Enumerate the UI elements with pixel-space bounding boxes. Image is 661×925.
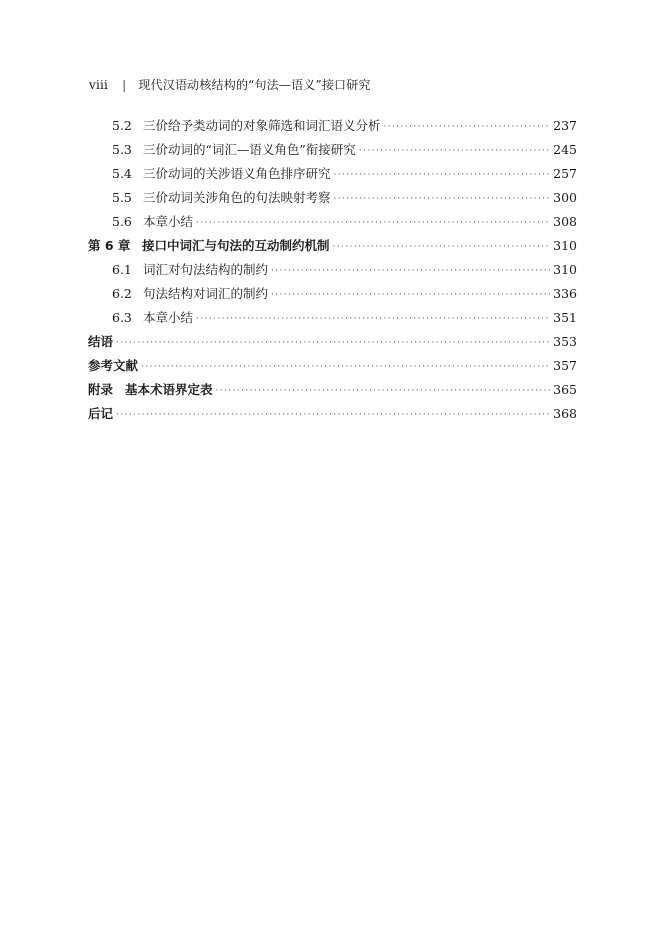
toc-leader-dots	[141, 358, 550, 376]
toc-backmatter-entry[interactable]	[88, 381, 577, 399]
toc-entry-page: 365	[553, 382, 577, 397]
toc-entry-page: 336	[553, 286, 577, 301]
toc-entry[interactable]	[112, 309, 577, 327]
toc-entry-number: 6.2	[112, 286, 132, 301]
toc-entry-page: 310	[553, 238, 577, 253]
toc-entry[interactable]	[112, 285, 577, 303]
toc-entry-page: 310	[553, 262, 577, 277]
toc-entry-number: 5.3	[112, 142, 132, 157]
toc-entry-title: 结语	[88, 334, 114, 349]
toc-leader-dots	[333, 238, 551, 256]
toc-chapter-entry[interactable]	[88, 237, 577, 255]
toc-backmatter-entry[interactable]	[88, 405, 577, 423]
toc-entry-title: 三价给予类动词的对象筛选和词汇语义分析	[143, 118, 381, 133]
toc-leader-dots	[334, 190, 551, 208]
toc-entry-number: 附录	[88, 382, 114, 397]
toc-entry[interactable]	[112, 213, 577, 231]
toc-entry-page: 357	[553, 358, 577, 373]
toc-leader-dots	[196, 310, 550, 328]
toc-backmatter-entry[interactable]	[88, 333, 577, 351]
toc-leader-dots	[359, 142, 550, 160]
header-separator: |	[122, 77, 127, 92]
toc-entry-page: 353	[553, 334, 577, 349]
toc-chapter-title: 接口中词汇与句法的互动制约机制	[142, 238, 330, 253]
toc-entry[interactable]	[112, 189, 577, 207]
toc-entry-number: 5.4	[112, 166, 132, 181]
toc-entry[interactable]	[112, 117, 577, 135]
toc-entry-page: 351	[553, 310, 577, 325]
toc-backmatter-entry[interactable]	[88, 357, 577, 375]
toc-entry-page: 308	[553, 214, 577, 229]
toc-leader-dots	[116, 406, 550, 424]
toc-chapter-number: 第 6 章	[88, 238, 131, 253]
toc-entry-title: 句法结构对词汇的制约	[143, 286, 269, 301]
toc-leader-dots	[196, 214, 550, 232]
toc-entry-number: 5.5	[112, 190, 132, 205]
toc-entry-page: 300	[553, 190, 577, 205]
header-book-title: 现代汉语动核结构的“句法—语义”接口研究	[138, 78, 371, 92]
toc-entry-page: 368	[553, 406, 577, 421]
toc-entry-number: 6.1	[112, 262, 132, 277]
toc-entry-number: 6.3	[112, 310, 132, 325]
toc-entry-title: 参考文献	[88, 358, 139, 373]
toc-entry-title: 本章小结	[143, 310, 194, 325]
header-page-number: viii	[89, 77, 109, 92]
toc-entry[interactable]	[112, 165, 577, 183]
running-header	[89, 76, 371, 93]
toc-leader-dots	[271, 286, 550, 304]
toc-leader-dots	[334, 166, 551, 184]
toc-entry-title: 本章小结	[143, 214, 194, 229]
toc-entry[interactable]	[112, 261, 577, 279]
toc-entry-title: 三价动词的关涉语义角色排序研究	[143, 166, 331, 181]
toc-entry-number: 5.2	[112, 118, 132, 133]
toc-entry-title: 词汇对句法结构的制约	[143, 262, 269, 277]
toc-entry-page: 245	[553, 142, 577, 157]
toc-leader-dots	[216, 382, 551, 400]
toc-entry-title: 基本术语界定表	[125, 382, 213, 397]
toc-entry-page: 257	[553, 166, 577, 181]
toc-entry-title: 三价动词的“词汇—语义角色”衔接研究	[143, 142, 356, 157]
toc-leader-dots	[271, 262, 550, 280]
toc-leader-dots	[384, 118, 551, 136]
toc-entry-title: 三价动词关涉角色的句法映射考察	[143, 190, 331, 205]
toc-entry[interactable]	[112, 141, 577, 159]
toc-entry-page: 237	[553, 118, 577, 133]
toc-entry-title: 后记	[88, 406, 114, 421]
toc-leader-dots	[116, 334, 550, 352]
toc-entry-number: 5.6	[112, 214, 132, 229]
